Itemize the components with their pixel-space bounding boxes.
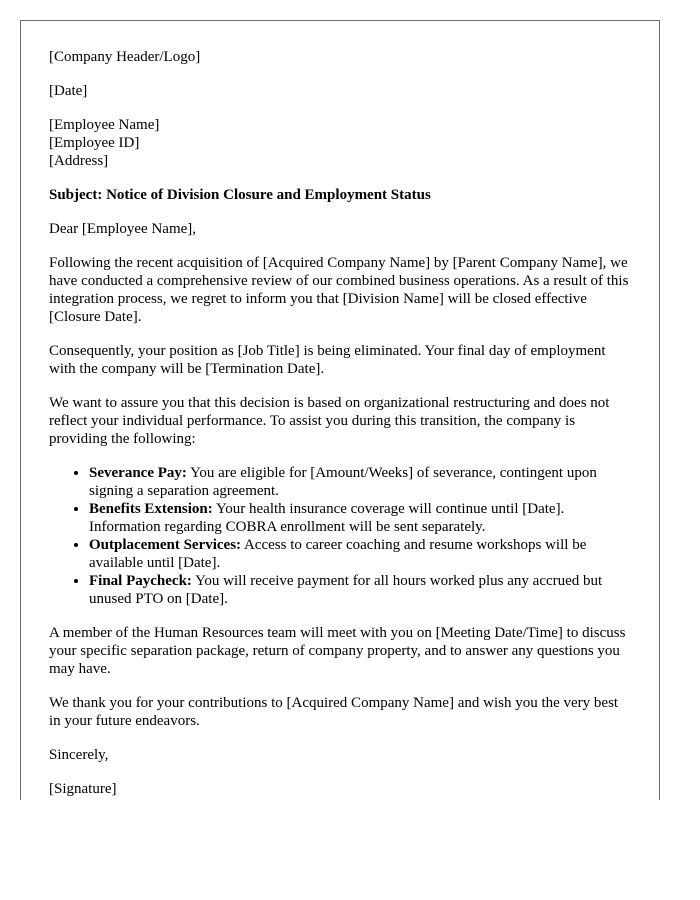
paragraph-acquisition: Following the recent acquisition of [Acquired Company Name] by [Parent Company Name], we have conducted a comprehensive review of our combined business operations. As a result of this integration process, we regret to inform you that [Division Name] will be closed effective [Closure Date]. <box>49 255 629 325</box>
list-item <box>89 464 631 500</box>
benefit-text: You are eligible for [Amount/Weeks] of severance, contingent upon signing a separation agreement. <box>89 465 597 499</box>
benefits-list <box>49 464 631 608</box>
letter-document <box>20 20 660 800</box>
paragraph-thanks: We thank you for your contributions to [Acquired Company Name] and wish you the very best in your future endeavors. <box>49 695 619 729</box>
list-item <box>89 536 631 572</box>
benefit-title: Severance Pay: <box>89 465 187 481</box>
benefit-title: Final Paycheck: <box>89 573 192 589</box>
signature: [Signature] <box>49 781 117 797</box>
recipient-name: [Employee Name] <box>49 117 160 133</box>
paragraph-hr-meeting: A member of the Human Resources team will meet with you on [Meeting Date/Time] to discuss your specific separation package, return of company property, and to answer any questions you may have. <box>49 625 626 677</box>
recipient-block <box>49 116 631 170</box>
letter-date: [Date] <box>49 83 88 99</box>
recipient-address: [Address] <box>49 153 109 169</box>
benefit-text: You will receive payment for all hours worked plus any accrued but unused PTO on [Date]. <box>89 573 603 607</box>
list-item <box>89 500 631 536</box>
paragraph-position: Consequently, your position as [Job Title] is being eliminated. Your final day of employment with the company will be [Termination Date]. <box>49 343 606 377</box>
paragraph-assurance: We want to assure you that this decision is based on organizational restructuring and does not reflect your individual performance. To assist you during this transition, the company is providing the following: <box>49 395 610 447</box>
benefit-title: Outplacement Services: <box>89 537 242 553</box>
benefit-title: Benefits Extension: <box>89 501 213 517</box>
list-item <box>89 572 631 608</box>
recipient-id: [Employee ID] <box>49 135 140 151</box>
salutation: Dear [Employee Name], <box>49 221 197 237</box>
benefit-text: Your health insurance coverage will continue until [Date]. Information regarding COBRA enrollment will be sent separately. <box>89 501 565 535</box>
subject-line: Subject: Notice of Division Closure and Employment Status <box>49 187 431 203</box>
closing: Sincerely, <box>49 747 109 763</box>
benefit-text: Access to career coaching and resume workshops will be available until [Date]. <box>89 537 587 571</box>
company-header: [Company Header/Logo] <box>49 49 201 65</box>
